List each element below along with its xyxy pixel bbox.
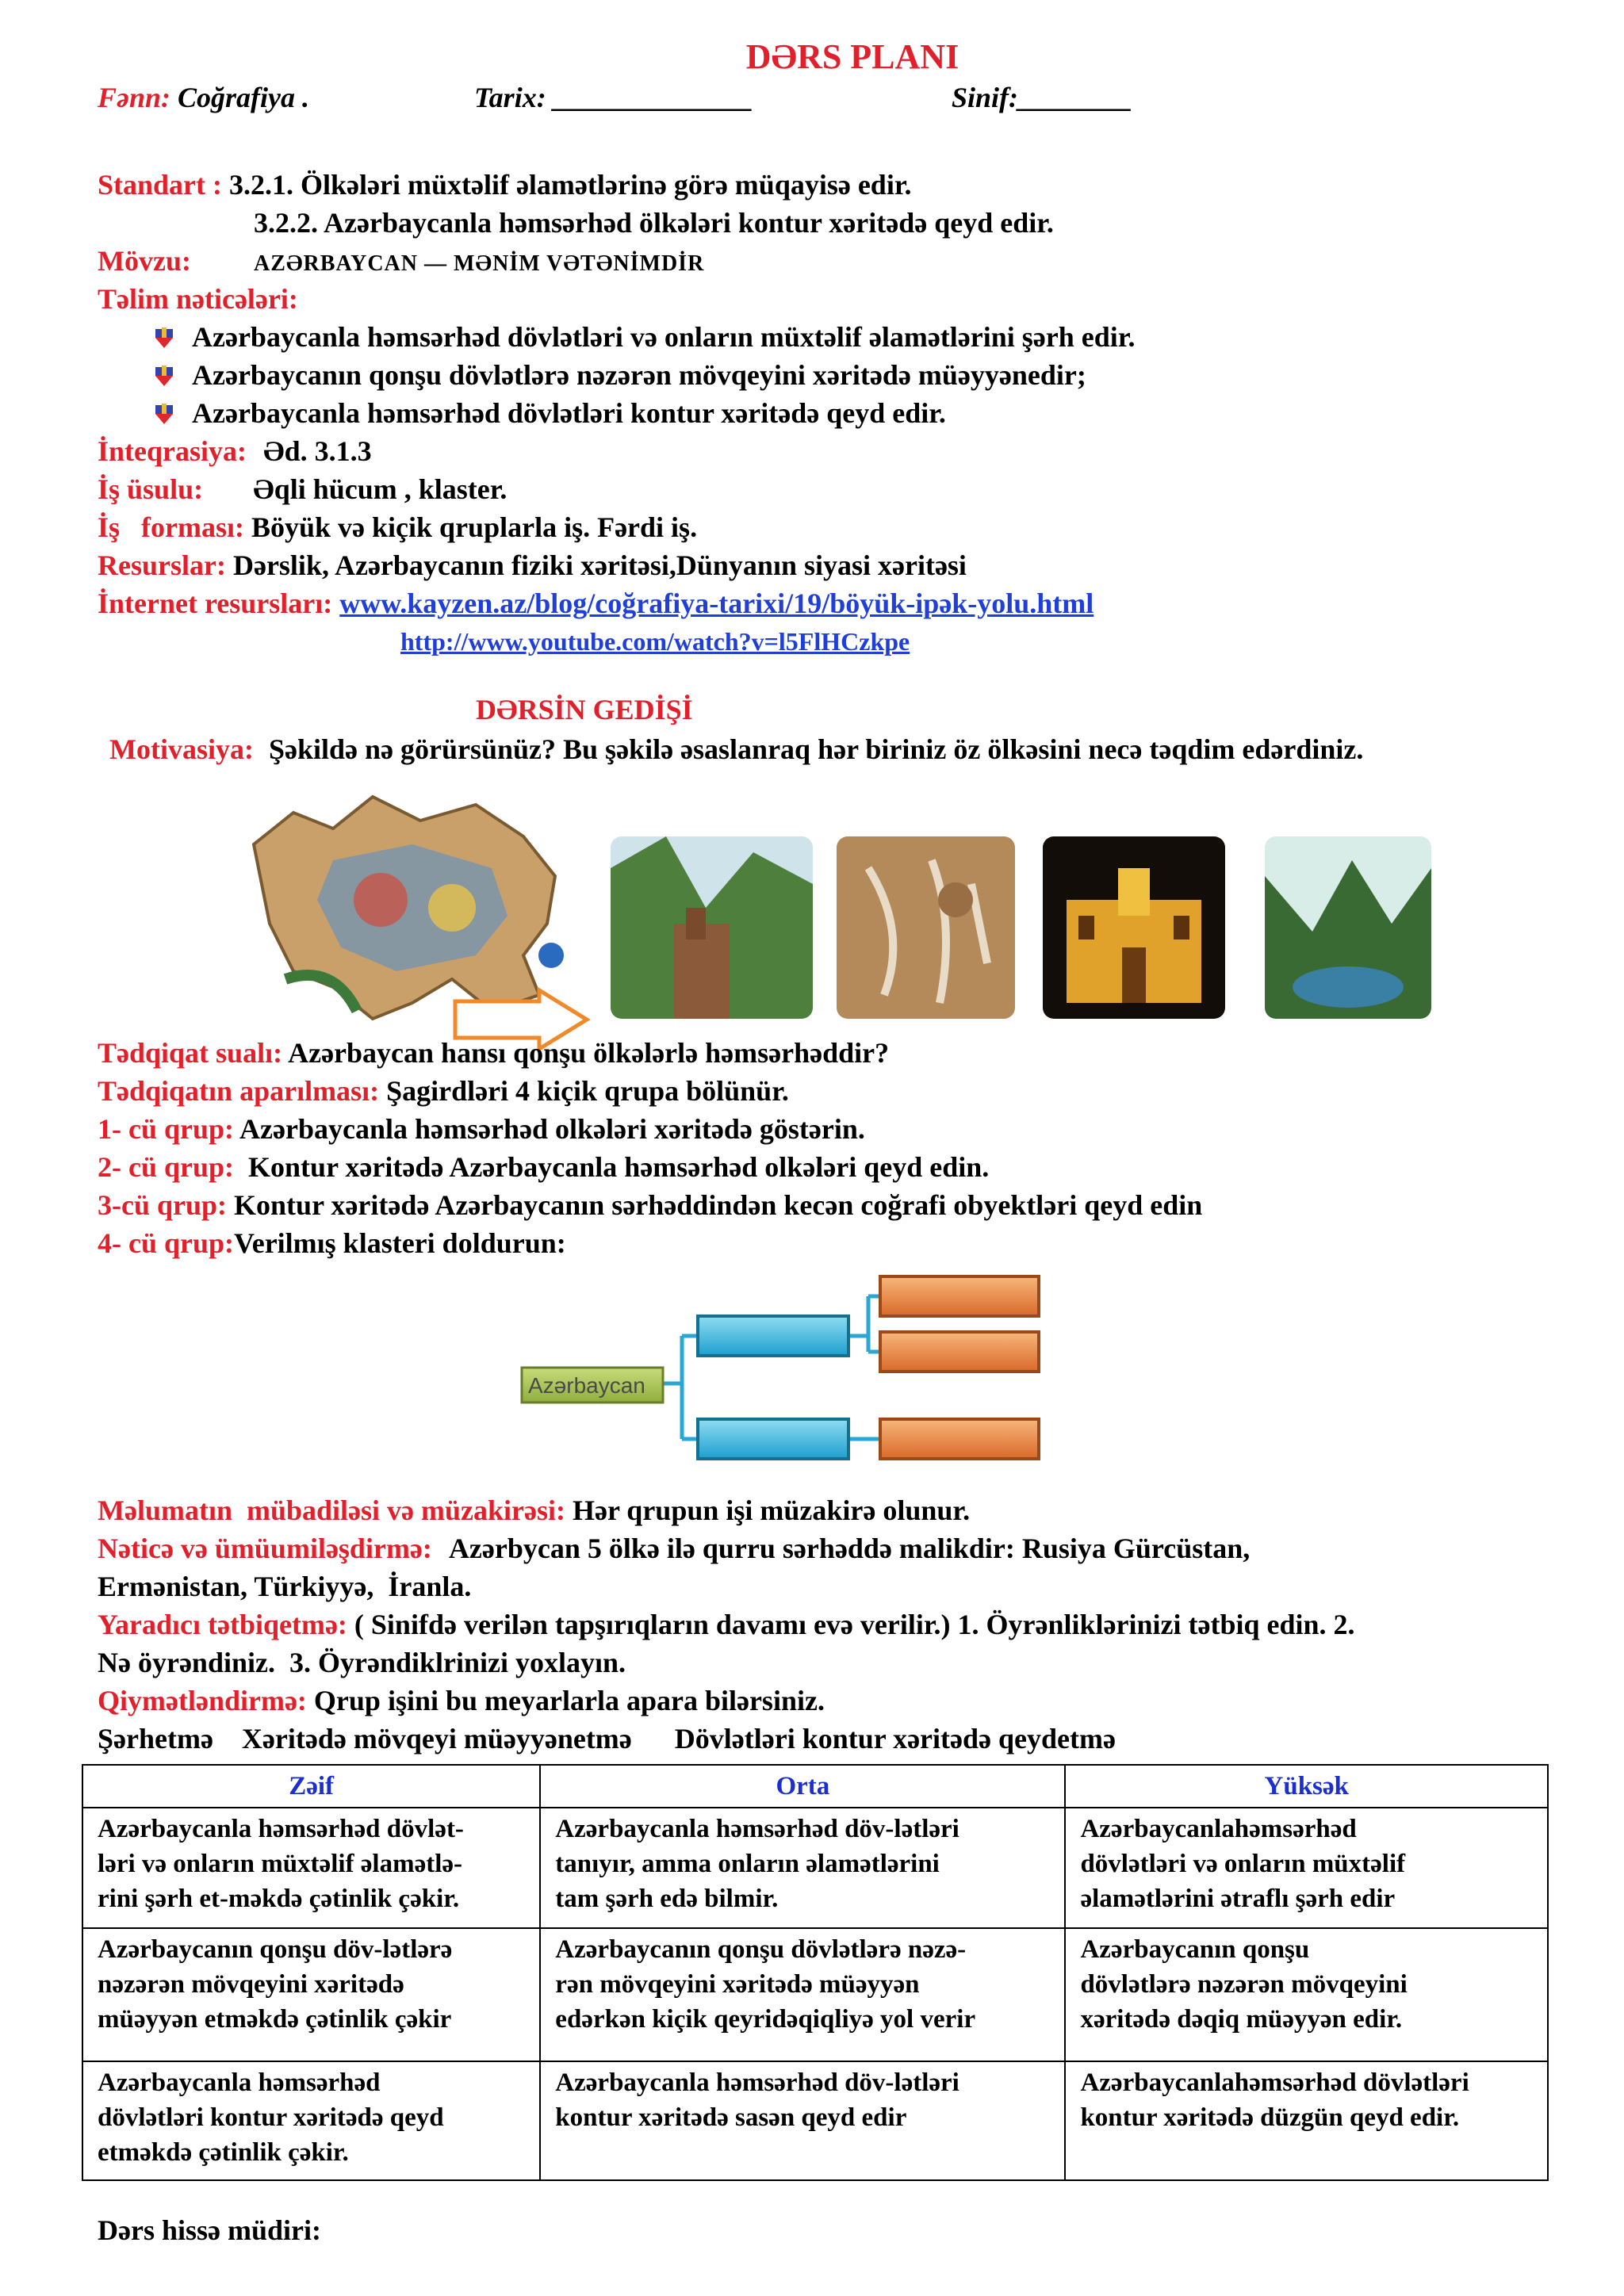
date-blank: ______________ — [553, 82, 753, 113]
table-header: Orta — [540, 1765, 1065, 1808]
group-label: 4- cü qrup: — [98, 1227, 235, 1259]
integration-label: İnteqrasiya: — [98, 435, 247, 467]
table-row — [82, 1928, 1548, 2061]
resources-line — [98, 547, 967, 584]
cell-line: Azərbaycanla həmsərhəd — [98, 2068, 381, 2097]
exchange-line — [98, 1492, 970, 1529]
assessment-criteria: Şərhetmə Xəritədə mövqeyi müəyyənetmə Dövlətləri kontur xəritədə qeydetmə — [98, 1723, 1116, 1755]
internet-link-2[interactable]: http://www.youtube.com/watch?v=l5FlHCzkpe — [400, 627, 910, 656]
cell-line: Azərbaycanla həmsərhəd döv-lətləri — [555, 2068, 959, 2097]
cell-line: Azərbaycanla həmsərhəd döv-lətləri — [555, 1815, 959, 1843]
conclusion-value-1: Azərbycan 5 ölkə ilə qurru sərhəddə malikdir: Rusiya Gürcüstan, — [448, 1533, 1251, 1564]
integration-value: Əd. 3.1.3 — [263, 435, 372, 467]
group-value: Verilmış klasteri doldurun: — [234, 1227, 566, 1259]
outcome-text-3: Azərbaycanla həmsərhəd dövlətləri kontur xəritədə qeyd edir. — [192, 397, 946, 429]
cell-line: etməkdə çətinlik çəkir. — [98, 2138, 349, 2167]
exchange-value: Hər qrupun işi müzakirə olunur. — [572, 1494, 971, 1526]
outcome-item — [152, 319, 1135, 355]
table-cell — [82, 2061, 540, 2180]
outcome-item — [152, 395, 946, 431]
table-cell — [540, 1928, 1065, 2061]
arrow-bullet-icon — [152, 326, 176, 350]
group-line — [98, 1225, 566, 1261]
rock-carving-photo — [837, 836, 1015, 1019]
outcome-text-1: Azərbaycanla həmsərhəd dövlətləri və onların müxtəlif əlamətlərini şərh edir. — [192, 321, 1136, 353]
cell-line: rən mövqeyini xəritədə müəyyən — [555, 1970, 920, 1999]
cell-line: Azərbaycanın qonşu dövlətlərə nəzə- — [555, 1935, 967, 1964]
table-header-row — [82, 1765, 1548, 1808]
research-conduct-value: Şagirdləri 4 kiçik qrupa bölünür. — [386, 1075, 789, 1107]
research-question-line — [98, 1035, 889, 1071]
integration-line — [98, 433, 372, 469]
cell-line: Azərbaycanlahəmsərhəd — [1080, 1815, 1357, 1843]
creative-value-1: ( Sinifdə verilən tapşırıqların davamı evə verilir.) 1. Öyrənliklərinizi tətbiq edin. 2. — [354, 1609, 1355, 1640]
arrow-bullet-icon — [152, 364, 176, 388]
cell-line: tam şərh edə bilmir. — [555, 1885, 779, 1913]
method-value: Əqli hücum , klaster. — [253, 473, 508, 505]
table-row — [82, 2061, 1548, 2180]
cell-line: Azərbaycanın qonşu — [1080, 1935, 1310, 1964]
table-row — [82, 1808, 1548, 1928]
group-value: Azərbaycanla həmsərhəd olkələri xəritədə göstərin. — [239, 1113, 865, 1145]
table-header: Yüksək — [1065, 1765, 1548, 1808]
table-cell — [82, 1928, 540, 2061]
resources-label: Resurslar: — [98, 549, 226, 581]
cluster-leaf-node — [880, 1276, 1039, 1316]
motivation-line — [109, 731, 1363, 767]
outcome-item — [152, 357, 1086, 393]
cell-line: tanıyır, amma onların əlamətlərini — [555, 1850, 940, 1878]
group-line — [98, 1187, 1202, 1223]
internet-label: İnternet resursları: — [98, 587, 333, 619]
method-label: İş üsulu: — [98, 473, 204, 505]
standard-line-1 — [98, 166, 912, 203]
cell-line: Azərbaycanın qonşu döv-lətlərə — [98, 1935, 453, 1964]
cluster-leaf-node — [880, 1332, 1039, 1372]
table-cell — [1065, 1928, 1548, 2061]
date-label: Tarix: — [474, 82, 546, 113]
table-cell — [1065, 1808, 1548, 1928]
group-label: 1- cü qrup: — [98, 1113, 235, 1145]
header-line — [98, 79, 309, 116]
date-field — [474, 79, 753, 116]
table-cell — [540, 1808, 1065, 1928]
criteria-table — [82, 1764, 1549, 2181]
cell-line: kontur xəritədə düzgün qeyd edir. — [1080, 2103, 1460, 2132]
subject-value: Coğrafiya . — [178, 82, 310, 113]
conclusion-value-2: Ermənistan, Türkiyyə, İranla. — [98, 1571, 472, 1602]
assessment-value: Qrup işini bu meyarlarla apara bilərsiniz. — [313, 1685, 825, 1716]
cell-line: ləri və onların müxtəlif əlamətlə- — [98, 1850, 463, 1878]
class-blank: ________ — [1018, 82, 1133, 113]
form-value: Böyük və kiçik qruplarla iş. Fərdi iş. — [251, 511, 698, 543]
table-cell — [540, 2061, 1065, 2180]
research-question-value: Azərbaycan hansı qonşu ölkələrlə həmsərhəddir? — [288, 1037, 890, 1069]
cluster-branch-node — [698, 1316, 848, 1356]
cluster-root-label: Azərbaycan — [528, 1373, 645, 1398]
group-value: Kontur xəritədə Azərbaycanın sərhəddindən kecən coğrafi obyektləri qeyd edin — [234, 1189, 1203, 1221]
subject-label: Fənn: — [98, 82, 171, 113]
cluster-branch-node — [698, 1419, 848, 1459]
cell-line: nəzərən mövqeyini xəritədə — [98, 1970, 404, 1999]
cell-line: dövlətlərə nəzərən mövqeyini — [1080, 1970, 1408, 1999]
table-header: Zəif — [82, 1765, 540, 1808]
internet-link-1[interactable]: www.kayzen.az/blog/coğrafiya-tarixi/19/böyük-ipək-yolu.html — [339, 587, 1094, 619]
group-label: 3-cü qrup: — [98, 1189, 228, 1221]
assessment-label: Qiymətləndirmə: — [98, 1685, 307, 1716]
conclusion-label: Nəticə və ümüumiləşdirmə: — [98, 1533, 432, 1564]
exchange-label: Məlumatın mübadiləsi və müzakirəsi: — [98, 1494, 565, 1526]
conclusion-line — [98, 1530, 1250, 1567]
assessment-line — [98, 1682, 825, 1719]
night-palace-photo — [1043, 836, 1225, 1019]
table-cell — [82, 1808, 540, 1928]
research-question-label: Tədqiqat sualı: — [98, 1037, 283, 1069]
creative-line — [98, 1606, 1355, 1643]
page-title: DƏRS PLANI — [745, 37, 959, 76]
motivation-label: Motivasiya: — [109, 733, 254, 765]
mountain-fortress-photo — [611, 836, 813, 1019]
creative-label: Yaradıcı tətbiqetmə: — [98, 1609, 347, 1640]
mountain-lake-photo — [1265, 836, 1431, 1019]
resources-value: Dərslik, Azərbaycanın fiziki xəritəsi,Dünyanın siyasi xəritəsi — [232, 549, 967, 581]
cluster-leaf-node — [880, 1419, 1039, 1459]
course-heading: DƏRSİN GEDİŞİ — [476, 694, 693, 725]
topic-line — [98, 243, 704, 282]
cell-line: kontur xəritədə sasən qeyd edir — [555, 2103, 907, 2132]
form-label: İş forması: — [98, 511, 244, 543]
topic-value: AZƏRBAYCAN — MƏNİM VƏTƏNİMDİR — [253, 251, 705, 276]
table-cell — [1065, 2061, 1548, 2180]
research-conduct-label: Tədqiqatın aparılması: — [98, 1075, 380, 1107]
arrow-bullet-icon — [152, 402, 176, 426]
cluster-diagram — [515, 1261, 1055, 1483]
internet-line — [98, 585, 1094, 622]
outcomes-label: Təlim nəticələri: — [98, 283, 298, 315]
standard-label: Standart : — [98, 169, 223, 201]
cell-line: müəyyən etməkdə çətinlik çəkir — [98, 2005, 452, 2034]
standard-item-2: 3.2.2. Azərbaycanla həmsərhəd ölkələri kontur xəritədə qeyd edir. — [254, 207, 1054, 239]
cell-line: rini şərh et-məkdə çətinlik çəkir. — [98, 1885, 460, 1913]
standard-item-1: 3.2.1. Ölkələri müxtəlif əlamətlərinə görə müqayisə edir. — [229, 169, 912, 201]
class-label: Sinif: — [952, 82, 1019, 113]
research-conduct-line — [98, 1073, 789, 1109]
class-field — [952, 79, 1132, 116]
cell-line: dövlətləri və onların müxtəlif — [1080, 1850, 1406, 1878]
cell-line: Azərbaycanla həmsərhəd dövlət- — [98, 1815, 464, 1843]
group-label: 2- cü qrup: — [98, 1151, 235, 1183]
cell-line: Azərbaycanlahəmsərhəd dövlətləri — [1080, 2068, 1469, 2097]
group-line — [98, 1149, 989, 1185]
group-value: Kontur xəritədə Azərbaycanla həmsərhəd olkələri qeyd edin. — [241, 1151, 990, 1183]
cell-line: edərkən kiçik qeyridəqiqliyə yol verir — [555, 2005, 976, 2034]
group-line — [98, 1111, 865, 1147]
cell-line: dövlətləri kontur xəritədə qeyd — [98, 2103, 444, 2132]
motivation-value: Şəkildə nə görürsünüz? Bu şəkilə əsaslanraq hər biriniz öz ölkəsini necə təqdim edərdiniz. — [268, 733, 1364, 765]
topic-label: Mövzu: — [98, 245, 191, 277]
outcome-text-2: Azərbaycanın qonşu dövlətlərə nəzərən mövqeyini xəritədə müəyyənedir; — [192, 359, 1086, 391]
footer-signature: Dərs hissə müdiri: — [98, 2214, 321, 2246]
creative-value-2: Nə öyrəndiniz. 3. Öyrəndiklrinizi yoxlayın. — [98, 1647, 626, 1678]
form-line — [98, 509, 697, 545]
method-line — [98, 471, 507, 507]
cell-line: əlamətlərini ətraflı şərh edir — [1080, 1885, 1396, 1913]
cell-line: xəritədə dəqiq müəyyən edir. — [1080, 2005, 1403, 2034]
